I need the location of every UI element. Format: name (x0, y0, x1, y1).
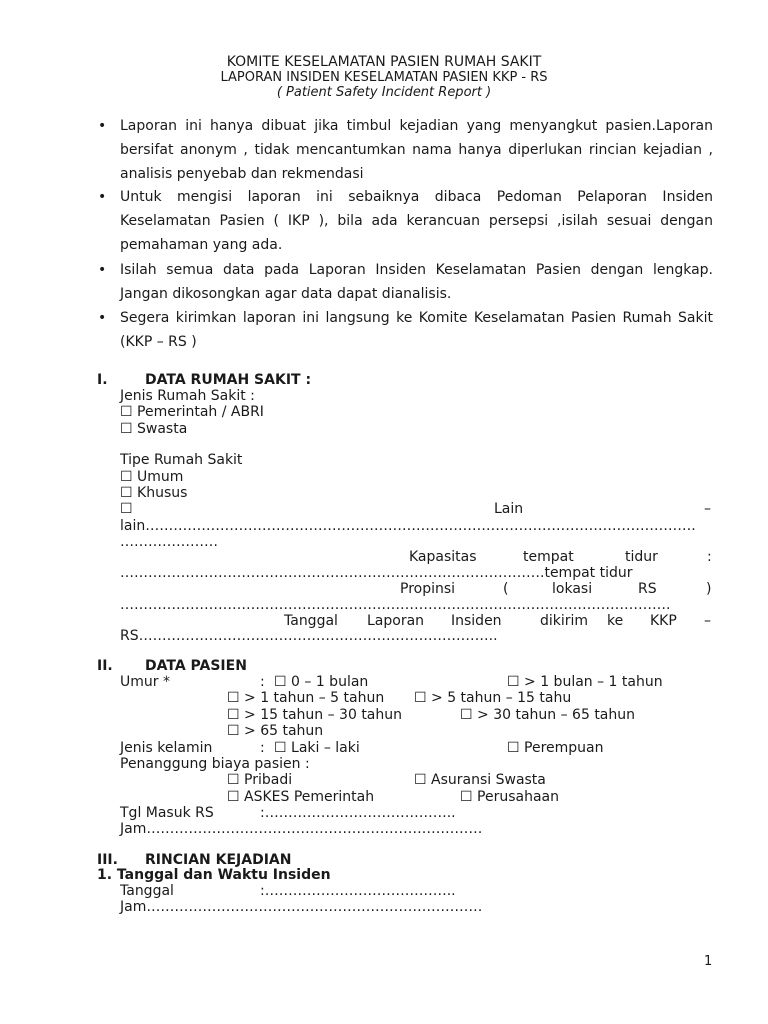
checkbox-row[interactable] (414, 772, 546, 789)
colon: : (260, 674, 265, 690)
checkbox-icon[interactable]: ☐ (507, 740, 520, 756)
field-label-word: Insiden (451, 613, 502, 629)
checkbox-icon[interactable]: ☐ (120, 501, 133, 517)
option-label: > 15 tahun – 30 tahun (244, 707, 403, 723)
fill-line[interactable]: ……………………………………………………………………………….tempat tidur (120, 565, 633, 581)
option-label: Pemerintah / ABRI (137, 404, 264, 420)
option-label: > 1 tahun – 5 tahun (244, 690, 385, 706)
checkbox-icon[interactable]: ☐ (414, 772, 427, 788)
checkbox-icon[interactable]: ☐ (120, 469, 133, 485)
colon: : (260, 740, 265, 756)
option-label: Lain (494, 501, 524, 517)
field-label-word: KKP (650, 613, 677, 629)
field-label: Tgl Masuk RS (120, 805, 214, 821)
option-label: > 1 bulan – 1 tahun (524, 674, 663, 690)
field-label-word: dikirim (540, 613, 589, 629)
instruction-bullet-4: Segera kirimkan laporan ini langsung ke Komite Keselamatan Pasien Rumah Sakit (KKP – RS ) (120, 310, 713, 350)
fill-line[interactable]: :………………………………….. (260, 805, 456, 821)
fill-line[interactable]: Jam……………………………………………………………… (120, 899, 483, 915)
option-label: Perusahaan (477, 789, 559, 805)
section-title: DATA RUMAH SAKIT : (145, 372, 312, 388)
instruction-bullet-2: Untuk mengisi laporan ini sebaiknya dibaca Pedoman Pelaporan Insiden Keselamatan Pasien ( IKP ), bila ada kerancuan persepsi ,isilah sesuai dengan pemahaman yang ada. (120, 189, 713, 253)
checkbox-row[interactable] (507, 740, 603, 757)
field-label: Jenis kelamin (120, 740, 213, 756)
checkbox-row[interactable] (120, 485, 187, 502)
field-label-word: tidur (625, 549, 658, 565)
checkbox-icon[interactable]: ☐ (227, 772, 240, 788)
checkbox-row[interactable] (274, 674, 368, 691)
section-number: III. (97, 852, 118, 868)
checkbox-row[interactable] (120, 469, 183, 486)
bullet-icon: • (98, 262, 107, 278)
section-number: I. (97, 372, 108, 388)
section-title: RINCIAN KEJADIAN (145, 852, 292, 868)
fill-line[interactable]: lain………………………………………………………………………………………………………. (120, 518, 696, 534)
checkbox-icon[interactable]: ☐ (120, 404, 133, 420)
checkbox-icon[interactable]: ☐ (507, 674, 520, 690)
field-label-word: – (704, 613, 711, 629)
field-label-word: RS (638, 581, 657, 597)
option-label: > 65 tahun (244, 723, 324, 739)
option-label: Perempuan (524, 740, 604, 756)
checkbox-row[interactable] (227, 772, 292, 789)
option-label: Khusus (137, 485, 188, 501)
fill-line[interactable]: :………………………………….. (260, 883, 456, 899)
checkbox-row[interactable] (120, 421, 187, 438)
checkbox-row[interactable] (460, 789, 559, 806)
field-label: Tipe Rumah Sakit (120, 452, 243, 468)
instruction-bullet-1: Laporan ini hanya dibuat jika timbul kejadian yang menyangkut pasien.Laporan bersifat anonym , tidak mencantumkan nama hanya diperlukan rincian kejadian , analisis penyebab dan rekmendasi (120, 118, 713, 182)
field-label-word: Kapasitas (409, 549, 477, 565)
field-label-word: lokasi (552, 581, 593, 597)
checkbox-icon[interactable]: ☐ (460, 707, 473, 723)
instruction-bullet-3: Isilah semua data pada Laporan Insiden Keselamatan Pasien dengan lengkap. Jangan dikosongkan agar data dapat dianalisis. (120, 262, 713, 302)
checkbox-icon[interactable]: ☐ (227, 707, 240, 723)
checkbox-icon[interactable]: ☐ (227, 690, 240, 706)
checkbox-icon[interactable]: ☐ (414, 690, 427, 706)
page-number: 1 (704, 954, 713, 969)
bullet-icon: • (98, 118, 107, 134)
field-label: Tanggal (120, 883, 174, 899)
field-label-word: Tanggal (284, 613, 338, 629)
checkbox-row[interactable] (227, 690, 384, 707)
fill-line[interactable]: ………………… (120, 534, 218, 550)
field-label-word: : (707, 549, 712, 565)
field-label-word: ke (607, 613, 624, 629)
checkbox-row[interactable] (507, 674, 663, 691)
field-label: Penanggung biaya pasien : (120, 756, 310, 772)
field-label: Jenis Rumah Sakit : (120, 388, 255, 404)
option-label: Umum (137, 469, 184, 485)
fill-line[interactable]: ………………………………………………………………………………………………………. (120, 597, 671, 613)
option-label: Pribadi (244, 772, 293, 788)
checkbox-row[interactable] (120, 404, 264, 421)
checkbox-icon[interactable]: ☐ (460, 789, 473, 805)
option-label: > 5 tahun – 15 tahu (431, 690, 572, 706)
form-report-subtitle: ( Patient Safety Incident Report ) (276, 85, 492, 100)
field-label: Umur * (120, 674, 170, 690)
bullet-icon: • (98, 310, 107, 326)
option-label: Laki – laki (291, 740, 360, 756)
checkbox-row[interactable] (227, 707, 402, 724)
field-label-word: ( (503, 581, 509, 597)
checkbox-icon[interactable]: ☐ (227, 789, 240, 805)
option-label: Swasta (137, 421, 188, 437)
checkbox-row[interactable] (414, 690, 571, 707)
checkbox-row[interactable] (227, 789, 374, 806)
field-label-word: tempat (523, 549, 574, 565)
fill-line[interactable]: RS………………………………………………………………….. (120, 628, 498, 644)
form-report-title: LAPORAN INSIDEN KESELAMATAN PASIEN KKP - RS (220, 70, 548, 85)
checkbox-row[interactable] (227, 723, 323, 740)
field-label-word: ) (706, 581, 712, 597)
dash: – (704, 501, 711, 517)
checkbox-icon[interactable]: ☐ (120, 421, 133, 437)
option-label: ASKES Pemerintah (244, 789, 375, 805)
bullet-icon: • (98, 189, 107, 205)
checkbox-row[interactable] (274, 740, 360, 757)
checkbox-icon[interactable]: ☐ (120, 485, 133, 501)
option-label: Asuransi Swasta (431, 772, 546, 788)
section-number: II. (97, 658, 113, 674)
checkbox-icon[interactable]: ☐ (227, 723, 240, 739)
checkbox-icon[interactable]: ☐ (274, 674, 287, 690)
subsection-title: 1. Tanggal dan Waktu Insiden (97, 867, 331, 883)
option-label: > 30 tahun – 65 tahun (477, 707, 636, 723)
section-title: DATA PASIEN (145, 658, 247, 674)
field-label-word: Laporan (367, 613, 425, 629)
option-label: 0 – 1 bulan (291, 674, 369, 690)
field-label-word: Propinsi (400, 581, 456, 597)
fill-line[interactable]: Jam……………………………………………………………… (120, 821, 483, 837)
form-committee-title: KOMITE KESELAMATAN PASIEN RUMAH SAKIT (226, 54, 542, 70)
checkbox-icon[interactable]: ☐ (274, 740, 287, 756)
checkbox-row[interactable] (460, 707, 635, 724)
